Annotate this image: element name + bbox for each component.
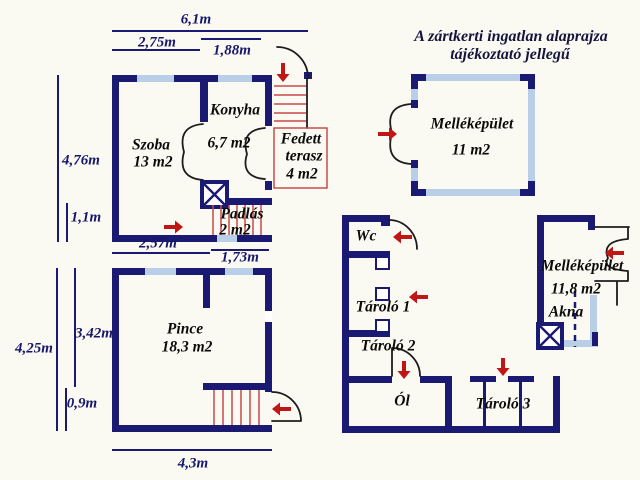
cellar-bottom-wall: [112, 425, 272, 432]
cellar-inner-wall: [203, 268, 210, 308]
room-area-konyha: 6,7 m2: [207, 134, 251, 152]
middle-left-wall: [342, 215, 349, 433]
room-label-terasz-2: terasz: [285, 147, 323, 165]
dim-cellar-width: 4,3m: [177, 455, 209, 472]
cellar-top-window-1: [145, 268, 176, 275]
room-area-terasz: 4 m2: [286, 165, 318, 183]
room-area-szoba: 13 m2: [133, 153, 173, 171]
house-right-wall-upper: [265, 75, 272, 126]
room-label-terasz-1: Fedett: [280, 130, 322, 148]
cellar-stair-wall: [203, 383, 272, 390]
house-right-wall-lower: [265, 181, 272, 190]
sty-arrow-icon: [398, 361, 411, 379]
house-left-wall: [112, 75, 119, 242]
middle-bottom-wall: [342, 426, 560, 433]
room-label-tarolo1: Tároló 1: [355, 298, 411, 316]
room-area-pince: 18,3 m2: [161, 338, 213, 356]
storage3-rail-right: [508, 376, 534, 382]
outbuilding1-arrow-icon: [378, 128, 397, 141]
dim-cellar-width-right: 1,73m: [221, 249, 259, 266]
room-label-tarolo2: Tároló 2: [360, 337, 416, 355]
room-label-wc: Wc: [355, 227, 377, 245]
room-label-tarolo3: Tároló 3: [475, 395, 531, 413]
dim-house-height-lower: 1,1m: [70, 209, 102, 226]
outbuilding2-corner-cap: [592, 332, 598, 346]
dim-cellar-height-lower: 0,9m: [66, 395, 98, 412]
cellar-left-wall: [112, 268, 119, 432]
dim-house-height: 4,76m: [62, 152, 100, 169]
cellar-right-wall: [265, 268, 272, 392]
plan-title-line2: tájékoztató jellegű: [450, 46, 570, 63]
room-label-padlas: Padlás: [220, 205, 264, 223]
szoba-konyha-door-arcs: [183, 124, 203, 180]
dim-house-width: 6,1m: [180, 11, 212, 28]
room-label-konyha: Konyha: [210, 101, 260, 119]
storage1-arrow-icon: [409, 291, 428, 304]
sty-right-wall: [445, 376, 452, 433]
cellar-arrow-icon: [272, 403, 291, 416]
wc-door-arc: [389, 220, 417, 249]
cellar-wall-notch: [265, 311, 272, 322]
chimney-symbol-icon: [202, 182, 227, 207]
terrace-stairs: [274, 86, 306, 121]
szoba-konyha-wall: [200, 75, 208, 122]
attic-stair-wall: [227, 198, 272, 205]
cellar-right-corner: [265, 425, 272, 432]
sty-top-wall-left: [342, 376, 392, 383]
plan-title-line1: A zártkerti ingatlan alaprajza: [414, 28, 608, 45]
storage3-arrow-icon: [497, 358, 510, 376]
outbuilding2-top-wall: [537, 215, 595, 222]
dim-house-width-right: 1,88m: [213, 42, 251, 59]
house-top-window-2: [218, 75, 252, 82]
wc-arrow-icon: [393, 231, 412, 244]
room-area-outbuilding1: 11 m2: [451, 141, 491, 159]
room-label-ol: Ól: [394, 392, 410, 410]
attic-arrow-icon: [164, 221, 183, 234]
storage3-rail-left: [470, 376, 496, 382]
dim-cellar-height: 4,25m: [15, 340, 53, 357]
cellar-top-window-2: [225, 268, 253, 275]
dim-house-width-left: 2,75m: [138, 34, 176, 51]
cellar-stairs: [214, 390, 259, 425]
room-area-padlas: 2 m2: [219, 221, 251, 239]
shaft-symbol-icon: [538, 324, 562, 348]
room-label-szoba: Szoba: [132, 136, 170, 154]
dim-cellar-width-left: 2,57m: [139, 235, 177, 252]
storage3-right-wall: [553, 376, 560, 433]
outbuilding1-walls: [411, 74, 535, 196]
dim-cellar-height-upper: 3,42m: [75, 325, 113, 342]
house-top-window-1: [137, 75, 174, 82]
room-area-outbuilding2: 11,8 m2: [551, 280, 601, 298]
entry-arrow-icon: [277, 63, 290, 82]
door-post-symbols: [376, 257, 389, 332]
room-label-outbuilding2: Melléképület: [540, 257, 624, 275]
room-label-pince: Pince: [166, 320, 204, 338]
room-label-outbuilding1: Melléképület: [430, 115, 514, 133]
room-label-akna: Akna: [548, 303, 584, 321]
